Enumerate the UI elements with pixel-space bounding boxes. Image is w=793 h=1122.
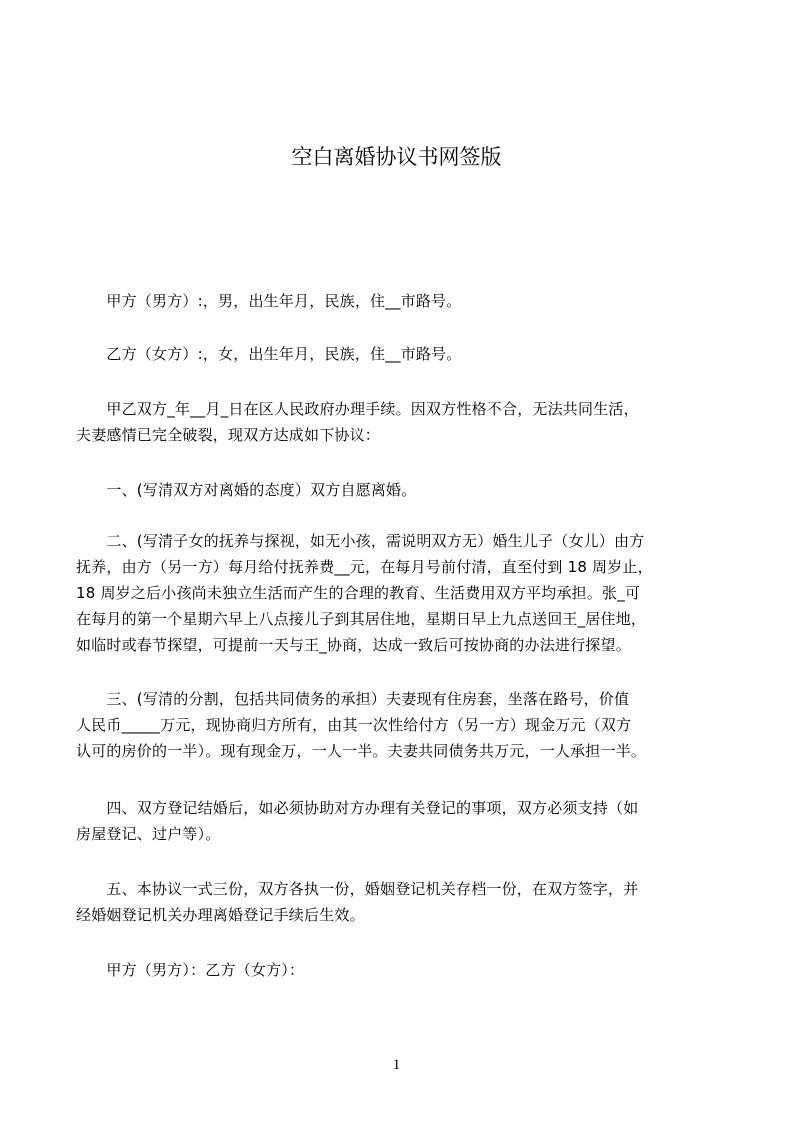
clause-3-paragraph	[76, 686, 716, 764]
paragraph-line: 甲乙双方_年__月_日在区人民政府办理手续。因双方性格不合，无法共同生活，	[76, 400, 639, 418]
signature-line-paragraph	[76, 957, 716, 983]
paragraph-line: 甲方（男方）:，男，出生年月，民族，住__市路号。	[76, 292, 462, 310]
paragraph-line: 18 周岁之后小孩尚未独立生活而产生的合理的教育、生活费用双方平均承担。张_可	[76, 584, 641, 602]
clause-5-paragraph	[76, 876, 716, 928]
clause-1-paragraph	[76, 477, 716, 503]
party-a-paragraph	[76, 288, 716, 314]
paragraph-line: 如临时或春节探望，可提前一天与王_协商，达成一致后可按协商的办法进行探望。	[76, 636, 631, 654]
paragraph-line: 一、(写清双方对离婚的态度）双方自愿离婚。	[76, 481, 417, 499]
page-number: 1	[392, 1057, 401, 1073]
paragraph-line: 抚养，由方（另一方）每月给付抚养费__元，在每月号前付清，直至付到 18 周岁止，	[76, 558, 653, 576]
paragraph-line: 四、双方登记结婚后，如必须协助对方办理有关登记的事项，双方必须支持（如	[76, 799, 639, 817]
paragraph-line: 夫妻感情已完全破裂，现双方达成如下协议：	[76, 426, 381, 444]
paragraph-line: 房屋登记、过户等）。	[76, 825, 221, 843]
paragraph-line: 经婚姻登记机关办理离婚登记手续后生效。	[76, 906, 365, 924]
paragraph-line: 甲方（男方）：乙方（女方）：	[76, 961, 305, 979]
party-b-paragraph	[76, 341, 716, 367]
clause-4-paragraph	[76, 795, 716, 847]
paragraph-line: 五、本协议一式三份，双方各执一份，婚姻登记机关存档一份，在双方签字，并	[76, 880, 639, 898]
clause-2-paragraph	[76, 528, 716, 658]
paragraph-line: 三、(写清的分割，包括共同债务的承担）夫妻现有住房套，坐落在路号，价值	[76, 690, 630, 708]
paragraph-line: 乙方（女方）:，女，出生年月，民族，住__市路号。	[76, 345, 462, 363]
paragraph-line: 二、(写清子女的抚养与探视，如无小孩，需说明双方无）婚生儿子（女儿）由方	[76, 532, 645, 550]
paragraph-line: 在每月的第一个星期六早上八点接儿子到其居住地，星期日早上九点送回王_居住地，	[76, 610, 647, 628]
intro-paragraph	[76, 396, 716, 448]
document-title: 空白离婚协议书网签版	[291, 145, 502, 169]
paragraph-line: 人民币_____万元，现协商归方所有，由其一次性给付方（另一方）现金万元（双方	[76, 716, 632, 734]
paragraph-line: 认可的房价的一半）。现有现金万，一人一半。夫妻共同债务共万元，一人承担一半。	[76, 742, 647, 760]
